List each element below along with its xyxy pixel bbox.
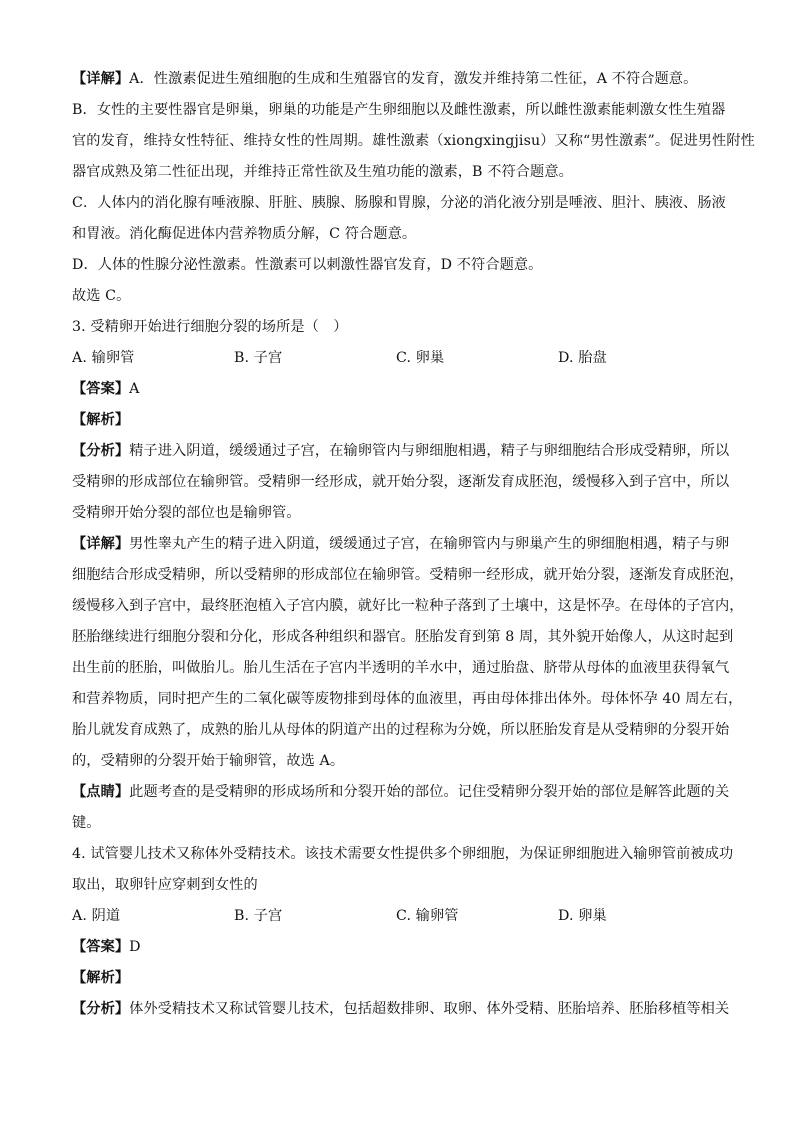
text-line	[72, 839, 734, 870]
line-text: 和胃液。消化酶促进体内营养物质分解，C 符合题意。	[72, 226, 417, 242]
line-text: 缓慢移入到子宫中，最终胚泡植入子宫内膜，就好比一粒种子落到了土壤中，这是怀孕。在母体的子宫内，	[72, 598, 744, 614]
line-text: 细胞结合形成受精卵，所以受精卵的形成部位在输卵管。受精卵一经形成，就开始分裂，逐渐发育成胚泡，	[72, 567, 744, 583]
option-item: B. 子宫	[234, 350, 283, 366]
text-line	[72, 188, 724, 219]
line-text: 器官成熟及第二性征出现，并维持正常性欲及生殖功能的激素，B 不符合题意。	[72, 164, 573, 180]
option-item: B. 子宫	[234, 908, 283, 924]
text-line	[72, 64, 724, 95]
line-text: 体外受精技术又称试管婴儿技术，包括超数排卵、取卵、体外受精、胚胎培养、胚胎移植等相关	[129, 1001, 730, 1017]
text-line	[72, 126, 755, 157]
section-tag: 【分析】	[72, 443, 130, 459]
line-text: A．性激素促进生殖细胞的生成和生殖器官的发育，激发并维持第二性征，A 不符合题意。	[129, 71, 698, 87]
text-line	[72, 746, 724, 777]
text-line	[72, 374, 724, 405]
line-text: A	[129, 381, 140, 397]
text-line	[72, 622, 734, 653]
text-line	[72, 312, 724, 343]
text-line	[72, 870, 724, 901]
text-line	[72, 808, 724, 839]
line-text: 3. 受精卵开始进行细胞分裂的场所是（ ）	[72, 319, 348, 335]
section-tag: 【解析】	[72, 970, 130, 986]
line-text: 男性睾丸产生的精子进入阴道，缓缓通过子宫，在输卵管内与卵巢产生的卵细胞相遇，精子与卵	[129, 536, 730, 552]
section-tag: 【分析】	[72, 1001, 130, 1017]
option-item: D. 胎盘	[558, 350, 607, 366]
line-text: 出生前的胚胎，叫做胎儿。胎儿生活在子宫内半透明的羊水中，通过胎盘、脐带从母体的血液里获得氧气	[72, 660, 730, 676]
text-line	[72, 157, 724, 188]
option-item: C. 输卵管	[396, 908, 459, 924]
text-line	[72, 715, 730, 746]
line-text: 键。	[72, 815, 101, 831]
text-line	[72, 994, 730, 1025]
text-line	[72, 591, 744, 622]
line-text: 取出，取卵针应穿刺到女性的	[72, 877, 258, 893]
text-line	[72, 95, 724, 126]
document-body	[72, 64, 755, 1025]
line-text: 受精卵开始分裂的部位也是输卵管。	[72, 505, 301, 521]
line-text: C．人体内的消化腺有唾液腺、肝脏、胰腺、肠腺和胃腺，分泌的消化液分别是唾液、胆汁、胰液、肠液	[72, 195, 726, 211]
option-item: D. 卵巢	[558, 908, 607, 924]
line-text: 胎儿就发育成熟了，成熟的胎儿从母体的阴道产出的过程称为分娩，所以胚胎发育是从受精卵的分裂开始	[72, 722, 730, 738]
section-tag: 【答案】	[72, 381, 130, 397]
option-item: C. 卵巢	[396, 350, 445, 366]
text-line	[72, 405, 724, 436]
line-text: D．人体的性腺分泌性激素。性激素可以刺激性器官发育，D 不符合题意。	[72, 257, 543, 273]
answer-options	[72, 901, 724, 932]
answer-options	[72, 343, 724, 374]
text-line	[72, 436, 730, 467]
section-tag: 【解析】	[72, 412, 130, 428]
text-line	[72, 777, 730, 808]
line-text: 故选 C。	[72, 288, 131, 304]
line-text: 受精卵的形成部位在输卵管。受精卵一经形成，就开始分裂，逐渐发育成胚泡，缓慢移入到子宫中，所以	[72, 474, 730, 490]
line-text: 精子进入阴道，缓缓通过子宫，在输卵管内与卵细胞相遇，精子与卵细胞结合形成受精卵，所以	[129, 443, 730, 459]
line-text: 胚胎继续进行细胞分裂和分化，形成各种组织和器官。胚胎发育到第 8 周，其外貌开始像人，从这时起到	[72, 629, 734, 645]
option-item: A. 输卵管	[72, 350, 135, 366]
text-line	[72, 219, 724, 250]
section-tag: 【详解】	[72, 71, 130, 87]
text-line	[72, 963, 724, 994]
line-text: D	[129, 939, 141, 955]
text-line	[72, 932, 724, 963]
line-text: B．女性的主要性器官是卵巢，卵巢的功能是产生卵细胞以及雌性激素，所以雌性激素能刺激女性生殖器	[72, 102, 726, 118]
section-tag: 【详解】	[72, 536, 130, 552]
text-line	[72, 281, 724, 312]
line-text: 此题考查的是受精卵的形成场所和分裂开始的部位。记住受精卵分裂开始的部位是解答此题的关	[129, 784, 730, 800]
text-line	[72, 684, 743, 715]
section-tag: 【点睛】	[72, 784, 130, 800]
text-line	[72, 250, 724, 281]
text-line	[72, 560, 744, 591]
line-text: 官的发育，维持女性特征、维持女性的性周期。雄性激素（xiongxingjisu）又称“男性激素”。促进男性附性	[72, 133, 755, 149]
text-line	[72, 653, 730, 684]
option-item: A. 阴道	[72, 908, 121, 924]
text-line	[72, 529, 730, 560]
line-text: 和营养物质，同时把产生的二氧化碳等废物排到母体的血液里，再由母体排出体外。母体怀孕 40 周左右，	[72, 691, 743, 707]
section-tag: 【答案】	[72, 939, 130, 955]
text-line	[72, 498, 724, 529]
text-line	[72, 467, 730, 498]
line-text: 的，受精卵的分裂开始于输卵管，故选 A。	[72, 753, 345, 769]
line-text: 4. 试管婴儿技术又称体外受精技术。该技术需要女性提供多个卵细胞，为保证卵细胞进入输卵管前被成功	[72, 846, 734, 862]
